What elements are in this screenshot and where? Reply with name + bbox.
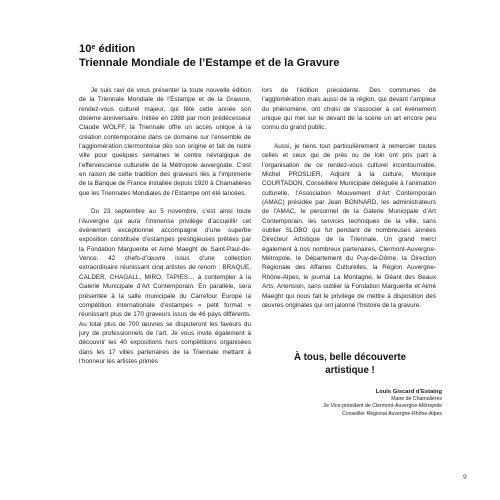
paragraph: Aussi, je tiens tout particulièrement à remercier toutes celles et ceux qui de près ou de loin ont pris part à l’organisation de ce rendez-vous culturel incontournable, Michel PROSLIER, Adjoint à la culture, Monique COURTADON, Conseillère Municipale déléguée à l’animation culturelle, l’Association Mouvement d’Art Contemporain (AMAC) présidée par Jean BONNARD, les administrateurs de l’AMAC, le personnel de la Galerie Municipale d’Art Contemporain, les services techniques de la ville, sans oublier SLOBO qui fut pendant de nombreuses années Directeur Artistique de la Triennale. Un grand merci également à nos nombreux partenaires, Clermont-Auvergne-Métropole, le Département du Puy-de-Dôme, la Direction Régionale des Affaires Culturelles, la Région Auvergne-Rhône-Alpes, le journal La Montagne, le Géant des Beaux Arts, Artension, sans oublier la Fondation Marguerite et Aimé Maeght qui nous fait le privilège de mettre à disposition des œuvres originales qui ont jalonné l’histoire de la gravure. <box>262 143 436 309</box>
right-text-column <box>262 86 436 310</box>
page-title: Triennale Mondiale de l’Estampe et de la Gravure <box>79 56 340 69</box>
paragraph: lors de l’édition précédente. Des communes de l’agglomération mais aussi de la région, qui devant l’ampleur du phénomène, ont choisi de s’associer à cet événement unique qui met sur le devant de la scène un art encore peu connu du grand public. <box>262 87 436 132</box>
signature-block <box>242 389 442 418</box>
paragraph: Je suis ravi de vous présenter la toute nouvelle édition de la Triennale Mondiale de l’Estampe et de la Gravure, rendez-vous culturel majeur, qui fête cette année son dixième anniversaire. Initiée en 1988 par mon prédécesseur Claude WOLFF, la Triennale offre un accès unique à la création contemporaine dans ce domaine sur l’ensemble de l’agglomération clermontoise dès son origine et fait de notre ville pour quelques semaines le centre névralgique de l’effervescence culturelle de la Métropole auvergnate. C’est en raison de cette tradition des graveurs liés à l’imprimerie de la Banque de France installée depuis 1920 à Chamalières que les Triennales Mondiales de l’Estampe ont été lancées. <box>79 87 251 197</box>
page-heading <box>79 43 439 70</box>
edition-word: édition <box>95 43 136 55</box>
edition-number: 10 <box>79 43 92 55</box>
closing-line: À tous, belle découverte <box>294 352 406 363</box>
page-number: 9 <box>463 474 467 481</box>
closing-line: artistique ! <box>325 364 375 376</box>
signatory-role: 2e Vice-président de Clermont-Auvergne-Métropole <box>323 403 442 410</box>
signatory-role: Conseiller Régional Auvergne-Rhône-Alpes <box>341 410 442 417</box>
paragraph: Du 23 septembre au 5 novembre, c’est ainsi toute l’Auvergne qui aura l’immense privilège d’accueillir cet événement exceptionnel accompagné d’une superbe exposition constituée d’estampes prestigieuses prêtées par la Fondation Marguerite et Aimé Maeght de Saint-Paul-de-Vence. 42 chefs-d’œuvre issus d’une collection extraordinaire réunissant cinq artistes de renom : BRAQUE, CALDER, CHAGALL, MIRO, TAPIES… à contempler à la Galerie Municipale d’Art Contemporain. En parallèle, sera présentée à la salle municipale du Carrefour Europe la compétition internationale d’estampes « petit format » réunissant plus de 170 graveurs issus de 46 pays différents. Au total plus de 700 œuvres se disputeront les faveurs du jury de professionnels de l’art. Je vous invite également à découvrir les 40 expositions hors compétitions organisées dans les 17 villes partenaires de la Triennale mettant à l’honneur les artistes primés <box>79 208 251 365</box>
edition-line <box>79 43 439 57</box>
edition-suffix: e <box>91 44 96 51</box>
left-text-column <box>79 86 251 366</box>
signatory-name: Louis Giscard d’Estaing <box>375 389 442 395</box>
closing-message <box>262 352 438 377</box>
signatory-role: Maire de Chamalières <box>391 396 442 403</box>
